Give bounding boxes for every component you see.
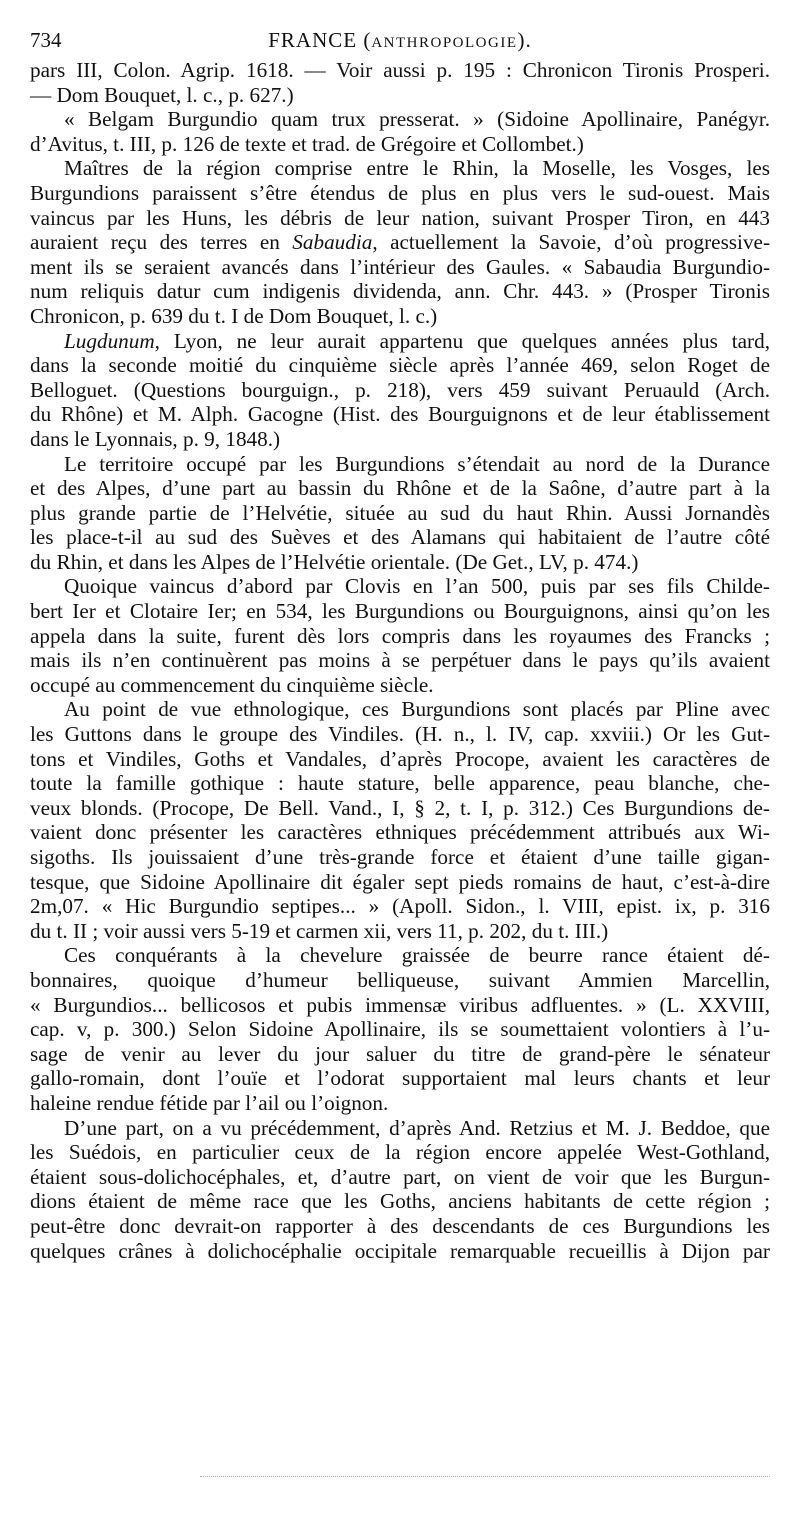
text-line: du Rhin, et dans les Alpes de l’Helvétie orientale. (De Get., LV, p. 474.) bbox=[30, 549, 639, 574]
running-title-end: ). bbox=[517, 28, 532, 52]
text-line: appela dans la suite, furent dès lors compris dans les royaumes des Francks ; bbox=[30, 623, 770, 648]
footer-scan-noise bbox=[200, 1476, 770, 1481]
text-line: plus grande partie de l’Helvétie, située au sud du haut Rhin. Aussi Jornandès bbox=[30, 500, 770, 525]
italic-term: Lugdunum bbox=[64, 328, 155, 353]
italic-term: Sabaudia bbox=[292, 230, 373, 255]
text-line: les place-t-il au sud des Suèves et des Alamans qui habitaient de l’autre côté bbox=[30, 525, 770, 550]
text-line: Lugdunum, Lyon, ne leur aurait appartenu que quelques années plus tard, bbox=[64, 328, 770, 353]
text-line: vaient donc présenter les caractères ethniques précédemment attribués aux Wi- bbox=[30, 820, 770, 845]
text-line: peut-être donc devrait-on rapporter à des descendants de ces Burgundions les bbox=[30, 1213, 770, 1238]
text-line: étaient sous-dolichocéphales, et, d’autre part, on vient de voir que les Burgun- bbox=[30, 1164, 770, 1189]
text-line: haleine rendue fétide par l’ail ou l’oignon. bbox=[30, 1090, 389, 1115]
text-line: D’une part, on a vu précédemment, d’après And. Retzius et M. J. Beddoe, que bbox=[64, 1115, 770, 1140]
text-line: Belloguet. (Questions bourguign., p. 218), vers 459 suivant Peruauld (Arch. bbox=[30, 377, 770, 402]
text-line: « Burgundios... bellicosos et pubis immensæ viribus adfluentes. » (L. XXVIII, bbox=[30, 992, 770, 1017]
text-line: d’Avitus, t. III, p. 126 de texte et trad. de Grégoire et Collombet.) bbox=[30, 131, 584, 156]
text-line: dions étaient de même race que les Goths, anciens habitants de cette région ; bbox=[30, 1189, 770, 1214]
text-line: ment ils se seraient avancés dans l’intérieur des Gaules. « Sabaudia Burgundio- bbox=[30, 254, 770, 279]
text-line: veux blonds. (Procope, De Bell. Vand., I, § 2, t. I, p. 312.) Ces Burgundions de- bbox=[30, 795, 770, 820]
text-line: toute la famille gothique : haute stature, belle apparence, peau blanche, che- bbox=[30, 771, 770, 796]
document-page bbox=[30, 28, 770, 1263]
text-line: « Belgam Burgundio quam trux presserat. » (Sidoine Apollinaire, Panégyr. bbox=[64, 107, 770, 132]
text-line: bert Ier et Clotaire Ier; en 534, les Burgundions ou Bourguignons, ainsi qu’on les bbox=[30, 599, 770, 624]
text-line: cap. v, p. 300.) Selon Sidoine Apollinaire, ils se soumettaient volontiers à l’u- bbox=[30, 1017, 770, 1042]
page-number: 734 bbox=[30, 28, 62, 52]
text-line: sage de venir au lever du jour saluer du titre de grand-père le sénateur bbox=[30, 1041, 770, 1066]
text-line: du Rhône) et M. Alph. Gacogne (Hist. des Bourguignons et de leur établissement bbox=[30, 402, 770, 427]
text-line: vaincus par les Huns, les débris de leur nation, suivant Prosper Tiron, en 443 bbox=[30, 205, 770, 230]
text-line: dans la seconde moitié du cinquième siècle après l’année 469, selon Roget de bbox=[30, 353, 770, 378]
text-line: sigoths. Ils jouissaient d’une très-grande force et étaient d’une taille gigan- bbox=[30, 845, 770, 869]
text-line: pars III, Colon. Agrip. 1618. — Voir aussi p. 195 : Chronicon Tironis Prosperi. bbox=[30, 58, 770, 82]
text-line: quelques crânes à dolichocéphalie occipitale remarquable recueillis à Dijon par bbox=[30, 1238, 770, 1263]
text-line: gallo-romain, dont l’ouïe et l’odorat supportaient mal leurs chants et leur bbox=[30, 1066, 770, 1091]
body-text bbox=[30, 58, 770, 1263]
text-line: les Guttons dans le groupe des Vindiles. (H. n., l. IV, cap. xxviii.) Or les Gut- bbox=[30, 722, 770, 747]
text-line: occupé au commencement du cinquième siècle. bbox=[30, 672, 434, 697]
text-line: Maîtres de la région comprise entre le Rhin, la Moselle, les Vosges, les bbox=[64, 156, 770, 181]
running-title bbox=[30, 28, 770, 56]
text-line: Ces conquérants à la chevelure graissée de beurre rance étaient dé- bbox=[64, 943, 770, 968]
text-line: mais ils n’en continuèrent pas moins à se perpétuer dans le pays qu’ils avaient bbox=[30, 648, 770, 673]
running-title-main: FRANCE ( bbox=[268, 28, 372, 52]
text-line: Le territoire occupé par les Burgundions s’étendait au nord de la Durance bbox=[64, 451, 770, 476]
text-line: auraient reçu des terres en Sabaudia, actuellement la Savoie, d’où progressive- bbox=[30, 230, 770, 255]
running-title-small: ANTHROPOLOGIE bbox=[371, 35, 518, 51]
text-line: tesque, que Sidoine Apollinaire dit égaler sept pieds romains de haut, c’est-à-dire bbox=[30, 869, 770, 894]
text-line: tons et Vindiles, Goths et Vandales, d’après Procope, avaient les caractères de bbox=[30, 746, 770, 771]
text-line: Au point de vue ethnologique, ces Burgundions sont placés par Pline avec bbox=[64, 697, 770, 722]
text-line: Quoique vaincus d’abord par Clovis en l’an 500, puis par ses fils Childe- bbox=[64, 574, 770, 599]
text-line: num reliquis datur cum indigenis dividenda, ann. Chr. 443. » (Prosper Tironis bbox=[30, 279, 770, 304]
text-line: Burgundions paraissent s’être étendus de plus en plus vers le sud-ouest. Mais bbox=[30, 180, 770, 205]
text-line: Chronicon, p. 639 du t. I de Dom Bouquet, l. c.) bbox=[30, 303, 438, 328]
text-line: dans le Lyonnais, p. 9, 1848.) bbox=[30, 426, 281, 451]
text-line: les Suédois, en particulier ceux de la région encore appelée West-Gothland, bbox=[30, 1140, 770, 1165]
text-line: du t. II ; voir aussi vers 5-19 et carmen xii, vers 11, p. 202, du t. III.) bbox=[30, 918, 609, 943]
page-header bbox=[30, 28, 770, 58]
text-line: bonnaires, quoique d’humeur belliqueuse, suivant Ammien Marcellin, bbox=[30, 967, 770, 992]
text-line: 2m,07. « Hic Burgundio septipes... » (Apoll. Sidon., l. VIII, epist. ix, p. 316 bbox=[30, 894, 770, 919]
text-line: et des Alpes, d’une part au bassin du Rhône et de la Saône, d’autre part à la bbox=[30, 476, 770, 501]
text-line: — Dom Bouquet, l. c., p. 627.) bbox=[30, 82, 294, 107]
